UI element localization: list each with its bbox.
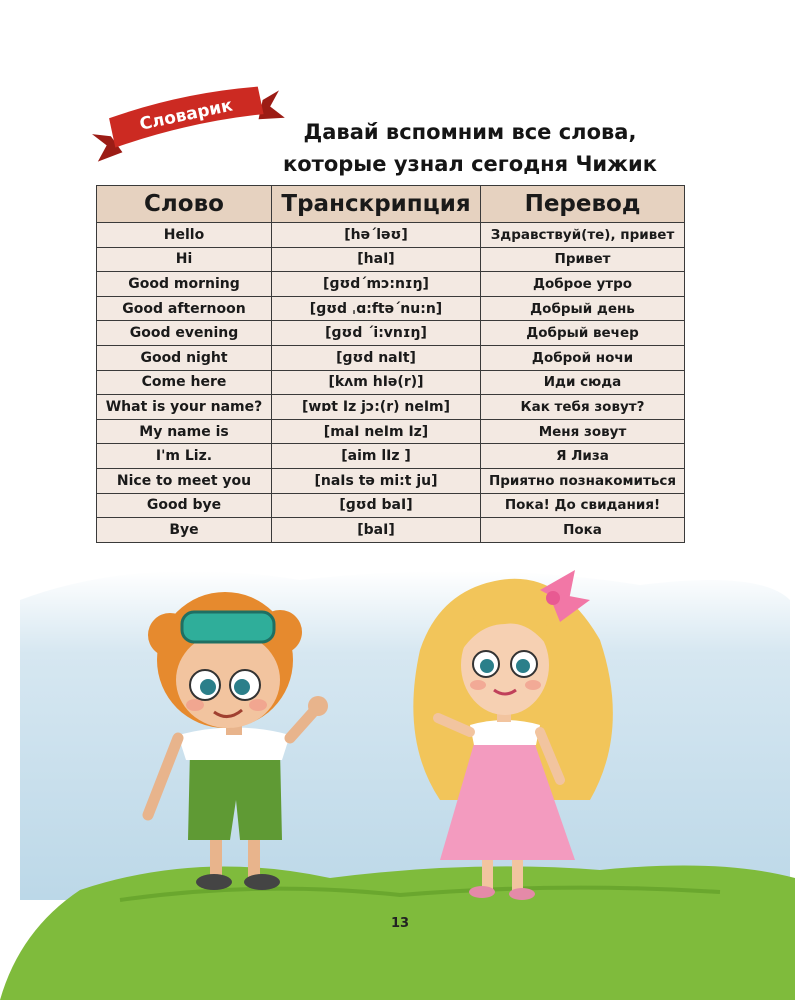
word-cell: Hi (97, 247, 272, 272)
column-header-transcription: Транскрипция (272, 186, 481, 223)
translation-cell: Меня зовут (481, 419, 685, 444)
translation-cell: Привет (481, 247, 685, 272)
translation-cell: Я Лиза (481, 444, 685, 469)
transcription-cell: [hə΄ləʊ] (272, 223, 481, 248)
word-cell: What is your name? (97, 395, 272, 420)
translation-cell: Доброй ночи (481, 345, 685, 370)
translation-cell: Иди сюда (481, 370, 685, 395)
word-cell: Hello (97, 223, 272, 248)
table-row (97, 395, 685, 420)
table-row (97, 370, 685, 395)
translation-cell: Как тебя зовут? (481, 395, 685, 420)
slovarik-ribbon-banner (88, 84, 288, 164)
translation-cell: Доброе утро (481, 272, 685, 297)
translation-cell: Пока (481, 518, 685, 543)
word-cell: Good morning (97, 272, 272, 297)
translation-cell: Добрый вечер (481, 321, 685, 346)
transcription-cell: [haI] (272, 247, 481, 272)
translation-cell: Приятно познакомиться (481, 468, 685, 493)
page-heading (260, 116, 680, 180)
column-header-word: Слово (97, 186, 272, 223)
table-row (97, 296, 685, 321)
table-row (97, 468, 685, 493)
word-cell: I'm Liz. (97, 444, 272, 469)
translation-cell: Добрый день (481, 296, 685, 321)
table-row (97, 247, 685, 272)
transcription-cell: [ɡʊd ΄i:vnɪŋ] (272, 321, 481, 346)
page-number: 13 (390, 916, 410, 931)
table-row (97, 518, 685, 543)
word-cell: Good afternoon (97, 296, 272, 321)
word-cell: Good bye (97, 493, 272, 518)
table-row (97, 223, 685, 248)
transcription-cell: [maI neIm Iz] (272, 419, 481, 444)
badge-label: Словарик (137, 95, 235, 135)
word-cell: Bye (97, 518, 272, 543)
column-header-translation: Перевод (481, 186, 685, 223)
translation-cell: Здравствуй(те), привет (481, 223, 685, 248)
transcription-cell: [ɡʊd naIt] (272, 345, 481, 370)
transcription-cell: [ɡʊd baI] (272, 493, 481, 518)
translation-cell: Пока! До свидания! (481, 493, 685, 518)
transcription-cell: [kʌm hIə(r)] (272, 370, 481, 395)
illustration-kids (0, 560, 800, 1000)
transcription-cell: [naIs tə mi:t ju] (272, 468, 481, 493)
transcription-cell: [baI] (272, 518, 481, 543)
transcription-cell: [ɡʊd΄mɔ:nɪŋ] (272, 272, 481, 297)
table-row (97, 321, 685, 346)
table-row (97, 419, 685, 444)
vocabulary-table (96, 185, 685, 543)
word-cell: Good evening (97, 321, 272, 346)
sky-watercolor (20, 571, 790, 900)
transcription-cell: [aim lIz ] (272, 444, 481, 469)
word-cell: Good night (97, 345, 272, 370)
word-cell: My name is (97, 419, 272, 444)
word-cell: Nice to meet you (97, 468, 272, 493)
transcription-cell: [wɒt Iz jɔ:(r) neIm] (272, 395, 481, 420)
grass-field (0, 866, 795, 1000)
word-cell: Come here (97, 370, 272, 395)
heading-line-2: которые узнал сегодня Чижик (282, 152, 658, 176)
table-row (97, 272, 685, 297)
transcription-cell: [ɡʊd ˌɑ:ftə΄nu:n] (272, 296, 481, 321)
table-row (97, 345, 685, 370)
table-row (97, 493, 685, 518)
table-row (97, 444, 685, 469)
table-header-row (97, 186, 685, 223)
heading-line-1: Давай́ вспомним все слова, (303, 120, 637, 144)
